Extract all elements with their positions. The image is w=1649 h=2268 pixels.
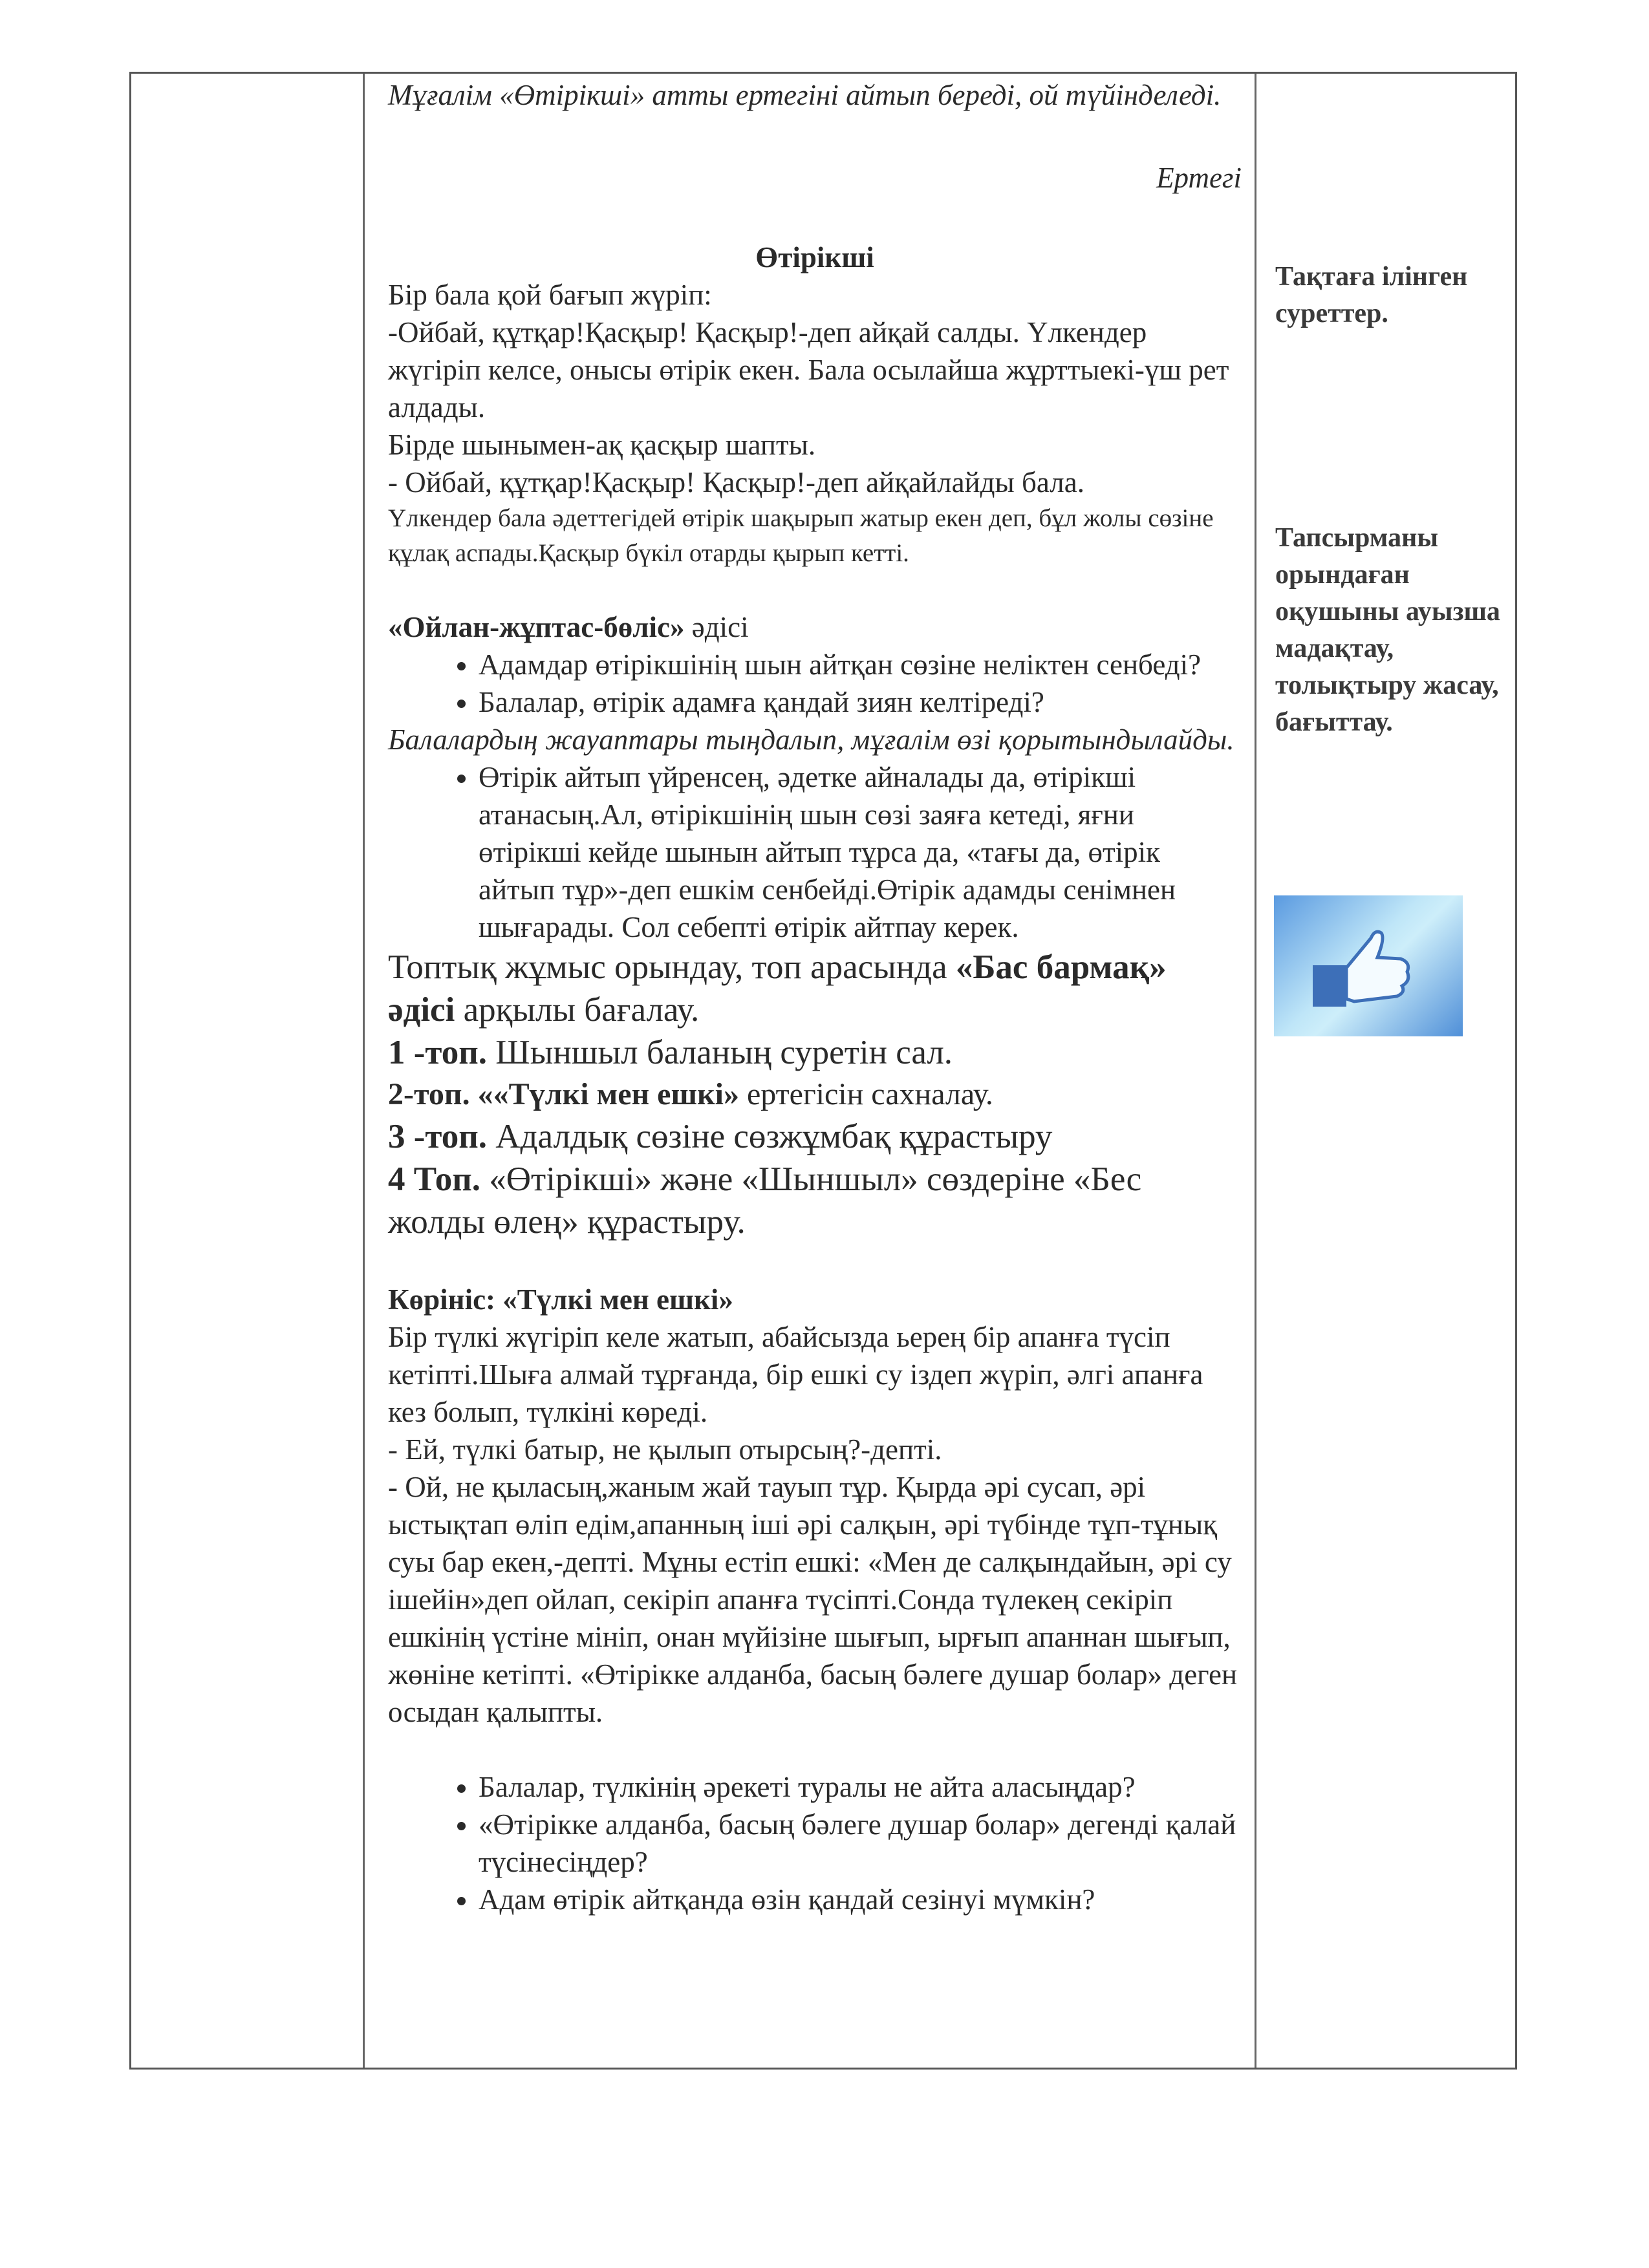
scene-questions: [388, 1768, 1242, 1918]
thumb-cuff: [1313, 965, 1346, 1007]
group-label: 4 Топ.: [388, 1161, 481, 1198]
group-text: Адалдық сөзіне сөзжұмбақ құрастыру: [487, 1118, 1053, 1155]
column-divider-1: [363, 74, 365, 2068]
story-line: - Ойбай, құтқар!Қасқыр! Қасқыр!-деп айқайлайды бала.: [388, 466, 1084, 498]
group-task: [388, 1074, 1242, 1115]
method-suffix: әдісі: [684, 611, 749, 643]
story-line: -Ойбай, құтқар!Қасқыр! Қасқыр!-деп айқай салды. Үлкендер жүгіріп келсе, онысы өтірік екен. Бала осылайша жұрттыекі-үш рет алдады.: [388, 316, 1229, 423]
method-conclusion-list: [388, 758, 1242, 946]
group-work-intro-text: Топтық жұмыс орындау, топ арасында: [388, 948, 956, 986]
group-task: [388, 1031, 1242, 1074]
scene-title: Көрініс: «Түлкі мен ешкі»: [388, 1283, 733, 1316]
scene-line: - Ей, түлкі батыр, не қылып отырсың?-депті.: [388, 1433, 942, 1466]
thumbs-up-icon: [1274, 895, 1463, 1036]
teacher-note: Мұғалім «Өтірікші» атты ертегіні айтып береді, ой түйінделеді.: [388, 79, 1222, 111]
group-work-intro: [388, 946, 1242, 1031]
scene-question: • Балалар, түлкінің әрекеті туралы не айта аласыңдар?: [479, 1768, 1242, 1806]
group-text: «Өтірікші» және «Шыншыл» сөздеріне «Бес жолды өлең» құрастыру.: [388, 1161, 1142, 1241]
method-questions: [388, 646, 1242, 721]
thumb-hand: [1346, 932, 1408, 1001]
scene-question: • Адам өтірік айтқанда өзін қандай сезінуі мүмкін?: [479, 1881, 1242, 1918]
assessment-note: Тапсырманы орындаған оқушыны ауызша мадақтау, толықтыру жасау, бағыттау.: [1275, 523, 1500, 737]
teacher-summary: Балалардың жауаптары тыңдалып, мұғалім өзі қорытындылайды.: [388, 723, 1234, 756]
scene-line: - Ой, не қыласың,жаным жай тауып тұр. Қырда әрі сусап, әрі ыстықтап өліп едім,апанның іші әрі салқын, әрі түбінде тұп-тұнық суы бар екен,-депті. Мұны естіп ешкі: «Мен де салқындайын, әрі су ішейін»деп ойлап, секіріп апанға түсіпті.Сонда түлекең секіріп ешкінің үстіне мініп, онан мүйізіне шығып, ырғып апаннан шығып, жөніне кетіпті. «Өтірікке алданба, басың бәлеге душар болар» деген осыдан қалыпты.: [388, 1471, 1238, 1728]
group-label: 2-топ. ««Түлкі мен ешкі»: [388, 1077, 739, 1111]
method-conclusion: • Өтірік айтып үйренсең, әдетке айналады да, өтірікші атанасың.Ал, өтірікшінің шын сөзі заяға кетеді, яғни өтірікші кейде шынын айтып тұрса да, «тағы да, өтірік айтып тұр»-деп ешкім сенбейді.Өтірік адамды сенімнен шығарады. Сол себепті өтірік айтпау керек.: [479, 758, 1242, 946]
method-question: • Адамдар өтірікшінің шын айтқан сөзіне неліктен сенбеді?: [479, 646, 1242, 683]
story-line: Бірде шынымен-ақ қасқыр шапты.: [388, 429, 816, 461]
group-task: [388, 1158, 1242, 1243]
group-text: Шыншыл баланың суретін сал.: [487, 1034, 953, 1071]
genre-label: Ертегі: [1156, 162, 1242, 194]
story-title: Өтірікші: [755, 241, 874, 273]
story-line: Бір бала қой бағып жүріп:: [388, 279, 712, 311]
group-task: [388, 1115, 1242, 1158]
scene-question: • «Өтірікке алданба, басың бәлеге душар болар» дегенді қалай түсінесіңдер?: [479, 1806, 1242, 1881]
group-label: 1 -топ.: [388, 1034, 488, 1071]
pictures-note: Тақтаға ілінген суреттер.: [1275, 262, 1468, 328]
resources-column: [1275, 259, 1508, 741]
group-work-intro-end: арқылы бағалау.: [455, 991, 700, 1029]
method-name: «Ойлан-жұптас-бөліс»: [388, 611, 685, 643]
lesson-content-column: [388, 76, 1242, 1918]
thumbs-up-image: [1274, 895, 1463, 1036]
scene-line: Бір түлкі жүгіріп келе жатып, абайсызда ьерең бір апанға түсіп кетіпті.Шыға алмай тұрғанда, бір ешкі су іздеп жүріп, әлгі апанға кез болып, түлкіні көреді.: [388, 1321, 1203, 1428]
group-text: ертегісін сахналау.: [739, 1077, 993, 1111]
story-ending: Үлкендер бала әдеттегідей өтірік шақырып жатыр екен деп, бұл жолы сөзіне құлақ аспады.Қасқыр бүкіл отарды қырып кетті.: [388, 504, 1214, 567]
group-label: 3 -топ.: [388, 1118, 488, 1155]
method-question: • Балалар, өтірік адамға қандай зиян келтіреді?: [479, 683, 1242, 721]
group-work-method: «Бас бармақ» әдісі: [388, 948, 1167, 1029]
column-divider-2: [1255, 74, 1256, 2068]
method-title: [388, 608, 1242, 646]
